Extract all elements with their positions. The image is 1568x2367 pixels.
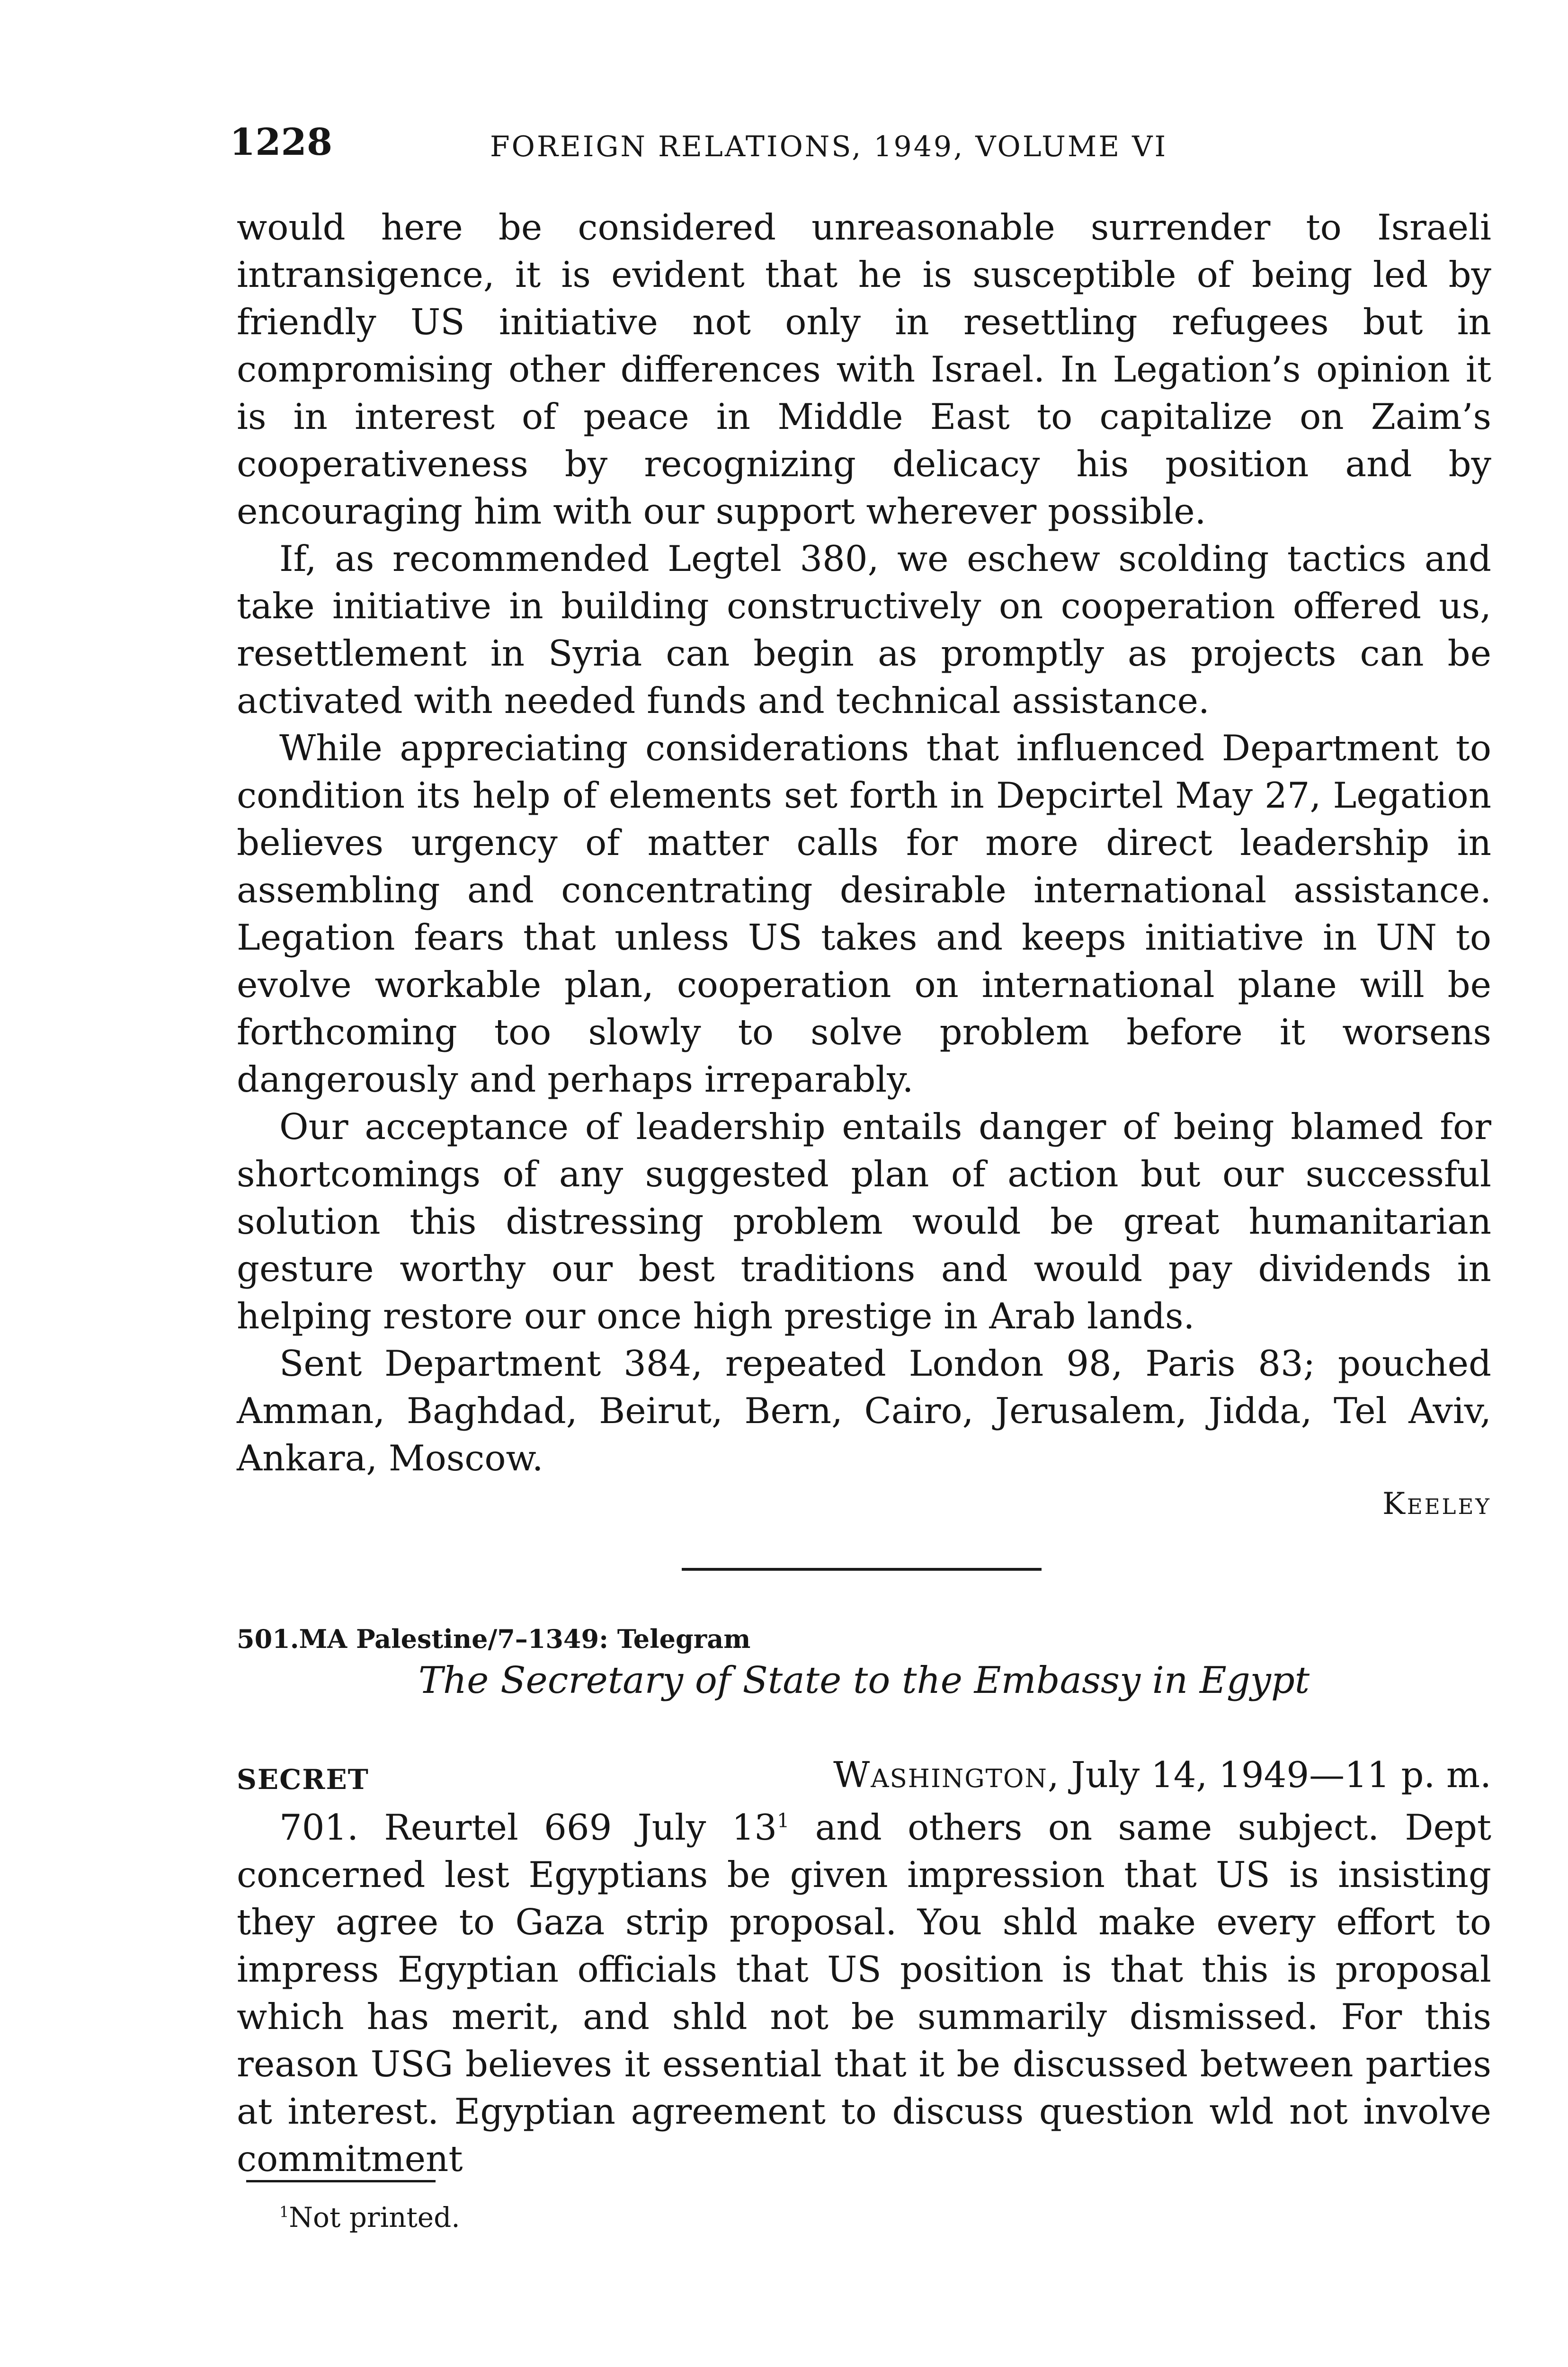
paragraph-acceptance: Our acceptance of leadership entails danger of being blamed for shortcomings of any suggested plan of action but our successful solution this distressing problem would be great humanitarian gesture worthy our best traditions and would pay dividends in helping restore our once high prestige in Arab lands. [237,1106,1491,1337]
signature: Keeley [1382,1486,1491,1522]
classification-label: SECRET [237,1763,369,1796]
section-divider [682,1568,1042,1571]
running-title: FOREIGN RELATIONS, 1949, VOLUME VI [490,130,1168,163]
dateline [237,1754,1491,1801]
running-head [230,121,1498,178]
telegram-body [237,1804,1491,2182]
paragraph-continued: would here be considered unreasonable surrender to Israeli intransigence, it is evident that he is susceptible of being led by friendly US initiative not only in resettling refugees but in compromising other differences with Israel. In Legation’s opinion it is in interest of peace in Middle East to capitalize on Zaim’s cooperativeness by recognizing delicacy his position and by encouraging him with our support wherever possible. [237,206,1491,532]
footnote-marker: 1 [279,2203,289,2221]
file-reference: 501.MA Palestine/7–1349: Telegram [237,1624,751,1654]
body-text-before-note: 701. Reurtel 669 July 13 [279,1806,777,1848]
footnote-reference: 1 [777,1809,790,1832]
footnote-rule [246,2180,436,2182]
continued-telegram-text [237,204,1491,1482]
document-title: The Secretary of State to the Embassy in Egypt [418,1659,1310,1702]
page-number: 1228 [230,121,333,164]
paragraph-reurtel-669 [237,1804,1491,2182]
footnote-text: Not printed. [289,2201,460,2234]
dateline-date: July 14, 1949—11 p. m. [1071,1754,1491,1796]
place-and-date [833,1754,1491,1796]
paragraph-distribution: Sent Department 384, repeated London 98, Paris 83; pouched Amman, Baghdad, Beirut, Bern, Cairo, Jerusalem, Jidda, Tel Aviv, Ankara, Moscow. [237,1343,1491,1479]
dateline-place: Washington, [833,1754,1060,1796]
body-text-after-note: and others on same subject. Dept concerned lest Egyptians be given impression that US is insisting they agree to Gaza strip proposal. You shld make every effort to impress Egyptian officials that US position is that this is proposal which has merit, and shld not be summarily dismissed. For this reason USG believes it essential that it be discussed between parties at interest. Egyptian agreement to discuss question wld not involve commitment [237,1806,1491,2180]
footnote [279,2201,460,2234]
paragraph-legtel-380: If, as recommended Legtel 380, we eschew scolding tactics and take initiative in building constructively on cooperation offered us, resettlement in Syria can begin as promptly as projects can be activated with needed funds and technical assistance. [237,538,1491,721]
paragraph-leadership: While appreciating considerations that influenced Department to condition its help of elements set forth in Depcirtel May 27, Legation believes urgency of matter calls for more direct leadership in assembling and concentrating desirable international assistance. Legation fears that unless US takes and keeps initiative in UN to evolve workable plan, cooperation on international plane will be forthcoming too slowly to solve problem before it worsens dangerously and perhaps irreparably. [237,727,1491,1100]
